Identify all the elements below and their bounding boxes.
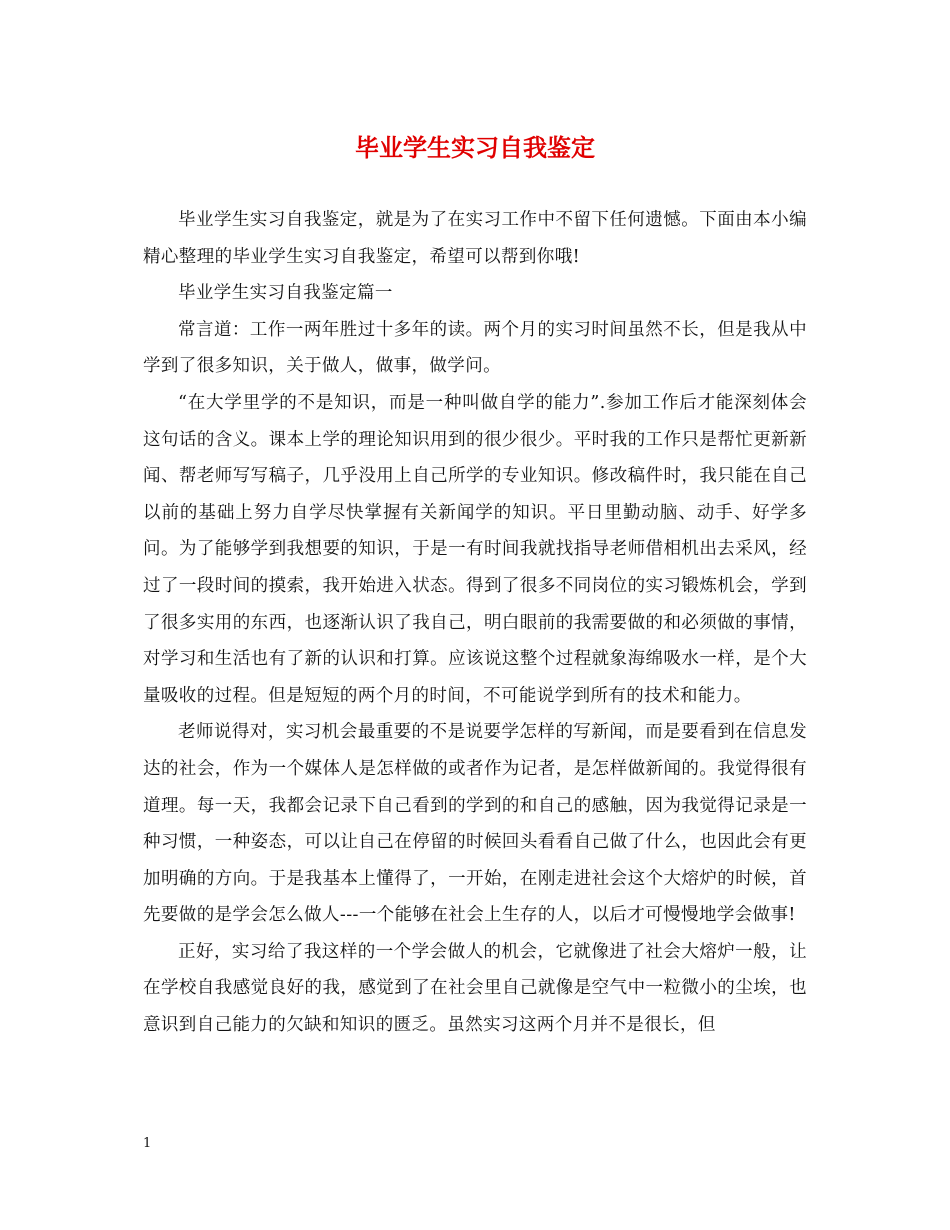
paragraph-2: “在大学里学的不是知识，而是一种叫做自学的能力”.参加工作后才能深刻体会这句话的含义。课本上学的理论知识用到的很少很少。平时我的工作只是帮忙更新新闻、帮老师写写稿子，几乎没用上自己所学的专业知识。修改稿件时，我只能在自己以前的基础上努力自学尽快掌握有关新闻学的知识。平日里勤动脑、动手、好学多问。为了能够学到我想要的知识，于是一有时间我就找指导老师借相机出去采风，经过了一段时间的摸索，我开始进入状态。得到了很多不同岗位的实习锻炼机会，学到了很多实用的东西，也逐渐认识了我自己，明白眼前的我需要做的和必须做的事情，对学习和生活也有了新的认识和打算。应该说这整个过程就象海绵吸水一样，是个大量吸收的过程。但是短短的两个月的时间，不可能说学到所有的技术和能力。: [143, 392, 807, 706]
paragraph-4: 正好，实习给了我这样的一个学会做人的机会，它就像进了社会大熔炉一般，让在学校自我感觉良好的我，感觉到了在社会里自己就像是空气中一粒微小的尘埃，也意识到自己能力的欠缺和知识的匮乏。虽然实习这两个月并不是很长，但: [143, 941, 807, 1036]
paragraph-intro: 毕业学生实习自我鉴定，就是为了在实习工作中不留下任何遗憾。下面由本小编精心整理的毕业学生实习自我鉴定，希望可以帮到你哦!: [143, 210, 807, 267]
document-body: [143, 202, 807, 1044]
paragraph-3: 老师说得对，实习机会最重要的不是说要学怎样的写新闻，而是要看到在信息发达的社会，作为一个媒体人是怎样做的或者作为记者，是怎样做新闻的。我觉得很有道理。每一天，我都会记录下自己看到的学到的和自己的感触，因为我觉得记录是一种习惯，一种姿态，可以让自己在停留的时候回头看看自己做了什么，也因此会有更加明确的方向。于是我基本上懂得了，一开始，在刚走进社会这个大熔炉的时候，首先要做的是学会怎么做人---一个能够在社会上生存的人，以后才可慢慢地学会做事!: [143, 722, 807, 926]
document-title: 毕业学生实习自我鉴定: [355, 133, 595, 162]
section-heading: 毕业学生实习自我鉴定篇一: [178, 283, 393, 304]
paragraph-1: 常言道：工作一两年胜过十多年的读。两个月的实习时间虽然不长，但是我从中学到了很多知识，关于做人，做事，做学问。: [143, 319, 807, 377]
page-number: 1: [143, 1136, 152, 1151]
